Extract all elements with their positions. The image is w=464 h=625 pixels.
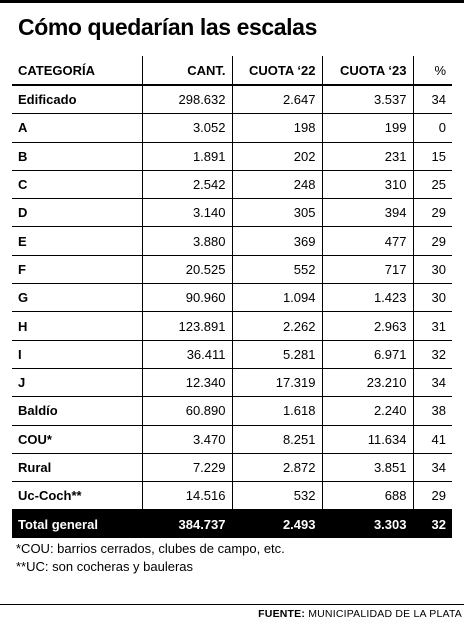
total-cell-cant: 384.737 bbox=[142, 510, 232, 538]
cell-cuota-22: 2.872 bbox=[232, 453, 322, 481]
header-cuota-23: CUOTA ‘23 bbox=[322, 56, 413, 85]
cell-percent: 30 bbox=[413, 255, 452, 283]
table-row bbox=[12, 199, 452, 227]
cell-cuota-23: 23.210 bbox=[322, 368, 413, 396]
cell-cuota-22: 532 bbox=[232, 482, 322, 510]
cell-percent: 29 bbox=[413, 199, 452, 227]
cell-cuota-23: 3.851 bbox=[322, 453, 413, 481]
footnotes bbox=[16, 540, 285, 576]
cell-category: C bbox=[12, 170, 142, 198]
cell-percent: 38 bbox=[413, 397, 452, 425]
cell-category: H bbox=[12, 312, 142, 340]
cell-category: COU* bbox=[12, 425, 142, 453]
cell-cuota-23: 717 bbox=[322, 255, 413, 283]
table-row bbox=[12, 425, 452, 453]
table-row bbox=[12, 453, 452, 481]
cell-cant: 2.542 bbox=[142, 170, 232, 198]
cell-category: I bbox=[12, 340, 142, 368]
bottom-rule bbox=[0, 604, 464, 605]
source-credit bbox=[258, 608, 462, 620]
cell-category: Edificado bbox=[12, 85, 142, 114]
page-title: Cómo quedarían las escalas bbox=[18, 14, 317, 40]
table-row bbox=[12, 85, 452, 114]
cell-percent: 25 bbox=[413, 170, 452, 198]
cell-cuota-23: 6.971 bbox=[322, 340, 413, 368]
header-percent: % bbox=[413, 56, 452, 85]
total-row bbox=[12, 510, 452, 538]
cell-percent: 34 bbox=[413, 453, 452, 481]
cell-cuota-23: 1.423 bbox=[322, 284, 413, 312]
cell-cuota-23: 394 bbox=[322, 199, 413, 227]
cell-category: F bbox=[12, 255, 142, 283]
cell-category: Rural bbox=[12, 453, 142, 481]
cell-cant: 3.052 bbox=[142, 114, 232, 142]
cell-cuota-22: 1.094 bbox=[232, 284, 322, 312]
table-row bbox=[12, 142, 452, 170]
total-cell-category: Total general bbox=[12, 510, 142, 538]
cell-percent: 29 bbox=[413, 227, 452, 255]
total-cell-percent: 32 bbox=[413, 510, 452, 538]
source-text: MUNICIPALIDAD DE LA PLATA bbox=[308, 608, 462, 620]
scales-table bbox=[12, 56, 452, 538]
header-cuota-22: CUOTA ‘22 bbox=[232, 56, 322, 85]
cell-category: B bbox=[12, 142, 142, 170]
cell-percent: 41 bbox=[413, 425, 452, 453]
cell-cuota-23: 2.240 bbox=[322, 397, 413, 425]
cell-cant: 1.891 bbox=[142, 142, 232, 170]
cell-category: D bbox=[12, 199, 142, 227]
cell-cuota-23: 3.537 bbox=[322, 85, 413, 114]
cell-cuota-23: 231 bbox=[322, 142, 413, 170]
cell-cuota-22: 552 bbox=[232, 255, 322, 283]
cell-cant: 60.890 bbox=[142, 397, 232, 425]
cell-cant: 20.525 bbox=[142, 255, 232, 283]
cell-category: G bbox=[12, 284, 142, 312]
cell-percent: 15 bbox=[413, 142, 452, 170]
cell-cuota-22: 2.262 bbox=[232, 312, 322, 340]
cell-cuota-22: 305 bbox=[232, 199, 322, 227]
cell-cant: 298.632 bbox=[142, 85, 232, 114]
table-header-row bbox=[12, 56, 452, 85]
cell-percent: 0 bbox=[413, 114, 452, 142]
cell-cuota-23: 477 bbox=[322, 227, 413, 255]
total-cell-cuota-23: 3.303 bbox=[322, 510, 413, 538]
table-row bbox=[12, 368, 452, 396]
cell-cuota-22: 2.647 bbox=[232, 85, 322, 114]
cell-cant: 14.516 bbox=[142, 482, 232, 510]
cell-cuota-23: 11.634 bbox=[322, 425, 413, 453]
table-row bbox=[12, 397, 452, 425]
footnote: **UC: son cocheras y bauleras bbox=[16, 559, 194, 574]
table-row bbox=[12, 114, 452, 142]
cell-cuota-22: 202 bbox=[232, 142, 322, 170]
cell-cuota-23: 2.963 bbox=[322, 312, 413, 340]
cell-cuota-22: 17.319 bbox=[232, 368, 322, 396]
table-row bbox=[12, 170, 452, 198]
cell-category: E bbox=[12, 227, 142, 255]
cell-cant: 3.880 bbox=[142, 227, 232, 255]
cell-cuota-22: 198 bbox=[232, 114, 322, 142]
cell-cant: 3.470 bbox=[142, 425, 232, 453]
cell-category: Uc-Coch** bbox=[12, 482, 142, 510]
source-label: FUENTE: bbox=[258, 608, 306, 620]
cell-percent: 34 bbox=[413, 368, 452, 396]
header-cant: CANT. bbox=[142, 56, 232, 85]
footnote: *COU: barrios cerrados, clubes de campo, etc. bbox=[16, 541, 285, 556]
table-row bbox=[12, 227, 452, 255]
table-row bbox=[12, 284, 452, 312]
cell-percent: 31 bbox=[413, 312, 452, 340]
table-row bbox=[12, 312, 452, 340]
top-rule bbox=[0, 0, 464, 3]
cell-percent: 30 bbox=[413, 284, 452, 312]
cell-cant: 3.140 bbox=[142, 199, 232, 227]
table-body bbox=[12, 85, 452, 538]
cell-cuota-22: 1.618 bbox=[232, 397, 322, 425]
cell-cant: 7.229 bbox=[142, 453, 232, 481]
total-cell-cuota-22: 2.493 bbox=[232, 510, 322, 538]
cell-percent: 29 bbox=[413, 482, 452, 510]
cell-cant: 12.340 bbox=[142, 368, 232, 396]
cell-category: A bbox=[12, 114, 142, 142]
table-row bbox=[12, 482, 452, 510]
cell-category: J bbox=[12, 368, 142, 396]
cell-cuota-23: 199 bbox=[322, 114, 413, 142]
table-row bbox=[12, 340, 452, 368]
cell-cuota-22: 5.281 bbox=[232, 340, 322, 368]
cell-cant: 123.891 bbox=[142, 312, 232, 340]
cell-cant: 36.411 bbox=[142, 340, 232, 368]
cell-percent: 34 bbox=[413, 85, 452, 114]
cell-cuota-22: 8.251 bbox=[232, 425, 322, 453]
cell-category: Baldío bbox=[12, 397, 142, 425]
cell-cuota-23: 688 bbox=[322, 482, 413, 510]
cell-cuota-22: 369 bbox=[232, 227, 322, 255]
cell-cant: 90.960 bbox=[142, 284, 232, 312]
cell-percent: 32 bbox=[413, 340, 452, 368]
header-category: CATEGORÍA bbox=[12, 56, 142, 85]
cell-cuota-23: 310 bbox=[322, 170, 413, 198]
table-row bbox=[12, 255, 452, 283]
cell-cuota-22: 248 bbox=[232, 170, 322, 198]
